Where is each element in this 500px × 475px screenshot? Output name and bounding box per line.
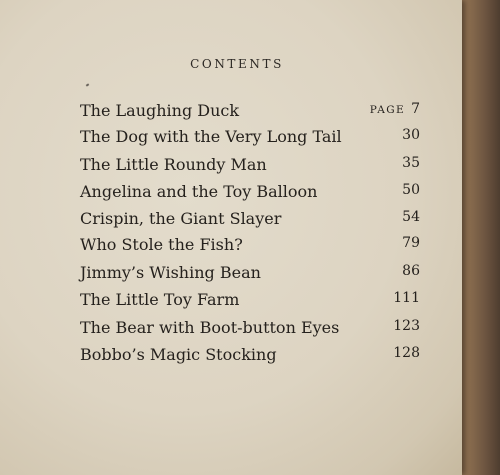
story-title: Bobbo’s Magic Stocking — [80, 345, 277, 364]
page-number: 79 — [402, 235, 420, 251]
story-title: The Little Toy Farm — [80, 290, 240, 309]
contents-heading: CONTENTS — [190, 57, 284, 71]
story-title: Angelina and the Toy Balloon — [80, 182, 318, 201]
page-number: 123 — [393, 318, 420, 334]
page-number: 54 — [402, 209, 420, 225]
toc-entry — [80, 235, 420, 261]
page-label: PAGE — [369, 104, 406, 116]
toc-entry — [80, 155, 420, 181]
story-title: Crispin, the Giant Slayer — [80, 209, 282, 228]
toc-entry — [80, 290, 420, 316]
story-title: The Dog with the Very Long Tail — [80, 127, 342, 146]
page-number — [370, 101, 420, 117]
page-number: 128 — [393, 345, 420, 361]
toc-entry — [80, 318, 420, 344]
story-title: The Laughing Duck — [80, 101, 240, 120]
story-title: The Bear with Boot-button Eyes — [80, 318, 340, 337]
toc-entry — [80, 209, 420, 235]
toc-entry — [80, 182, 420, 208]
toc-entry — [80, 345, 420, 371]
story-title: The Little Roundy Man — [80, 155, 267, 174]
story-title: Jimmy’s Wishing Bean — [80, 263, 261, 282]
toc-entry — [80, 101, 420, 127]
toc-entry — [80, 263, 420, 289]
page-number: 50 — [402, 182, 420, 198]
page-number: 30 — [402, 127, 420, 143]
page-number-value: 7 — [411, 101, 420, 117]
page-number: 86 — [402, 263, 420, 279]
page-number: 35 — [402, 155, 420, 171]
page-number: 111 — [393, 290, 420, 306]
toc-entry — [80, 127, 420, 153]
story-title: Who Stole the Fish? — [80, 235, 243, 254]
